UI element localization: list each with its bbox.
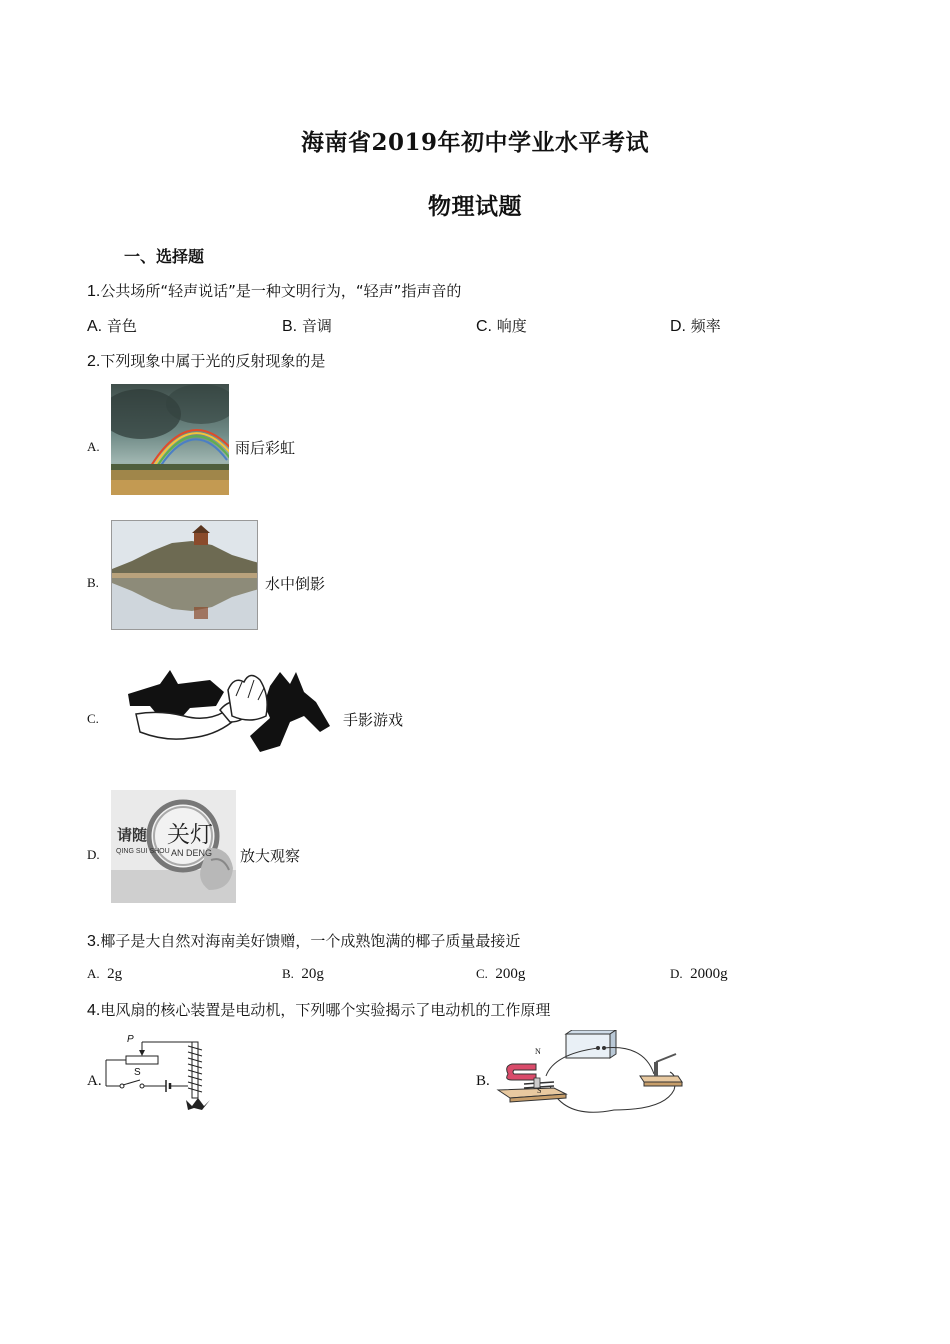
option-text: 20g	[301, 966, 324, 982]
option-text: 频率	[690, 317, 721, 335]
q2-option-c-text: 手影游戏	[343, 711, 404, 729]
q3-option-d	[670, 966, 728, 983]
q3-option-c	[476, 966, 525, 983]
question-text: 下列现象中属于光的反射现象的是	[100, 352, 326, 370]
option-letter: D.	[670, 318, 686, 335]
q2-option-b-letter: B.	[87, 575, 99, 590]
question-1	[87, 280, 461, 301]
question-4	[87, 999, 550, 1020]
option-text: 音调	[301, 317, 332, 335]
option-text: 音色	[106, 317, 137, 335]
option-text: 响度	[496, 317, 527, 335]
sign-text-left: 请随	[117, 826, 148, 844]
sign-pinyin-left: QING SUI SHOU	[116, 848, 170, 855]
option-letter: B.	[282, 318, 298, 335]
q3-option-a	[87, 966, 122, 983]
magnet-label-n: N	[535, 1047, 541, 1056]
option-letter: A.	[87, 966, 100, 981]
q4-option-a-letter: A.	[87, 1073, 102, 1089]
q3-option-b	[282, 966, 324, 983]
option-letter: B.	[282, 966, 294, 981]
q2-option-b-text: 水中倒影	[265, 575, 326, 593]
q4-option-b-letter: B.	[476, 1073, 490, 1089]
option-letter: C.	[476, 318, 492, 335]
question-text: 电风扇的核心装置是电动机，下列哪个实验揭示了电动机的工作原理	[100, 1001, 551, 1019]
question-number: 4.	[87, 1002, 101, 1019]
option-letter: A.	[87, 318, 103, 335]
question-number: 3.	[87, 933, 101, 950]
q2-option-a-text: 雨后彩虹	[235, 439, 296, 457]
question-3	[87, 930, 520, 951]
q1-option-c	[476, 315, 527, 336]
q1-option-a	[87, 315, 137, 336]
question-number: 2.	[87, 353, 101, 370]
question-text: 椰子是大自然对海南美好馈赠，一个成熟饱满的椰子质量最接近	[100, 932, 521, 950]
q2-option-d-letter: D.	[87, 847, 100, 862]
q1-option-b	[282, 315, 332, 336]
option-text: 200g	[495, 966, 526, 982]
sign-text-right: 关灯	[167, 822, 213, 848]
q2-option-a-letter: A.	[87, 439, 100, 454]
water-reflection-photo	[111, 520, 258, 630]
magnet-label-s: S	[537, 1086, 542, 1095]
diagram-label-p: P	[127, 1034, 134, 1045]
option-letter: D.	[670, 966, 683, 981]
hand-shadow-drawing	[120, 666, 334, 758]
option-text: 2000g	[690, 966, 728, 982]
q2-option-d-text: 放大观察	[240, 847, 301, 865]
motor-apparatus-diagram	[494, 1030, 686, 1116]
exam-title: 海南省2019年初中学业水平考试	[300, 129, 649, 156]
sign-pinyin-right: AN DENG	[171, 848, 213, 858]
electromagnet-circuit-diagram	[102, 1034, 218, 1114]
rainbow-photo	[111, 384, 229, 495]
q2-option-c-letter: C.	[87, 711, 99, 726]
option-letter: C.	[476, 966, 488, 981]
section-heading: 一、选择题	[124, 247, 205, 266]
question-text: 公共场所“轻声说话”是一种文明行为，“轻声”指声音的	[100, 282, 462, 300]
question-2	[87, 350, 325, 371]
diagram-label-s: S	[134, 1067, 141, 1078]
question-number: 1.	[87, 283, 101, 300]
exam-subtitle: 物理试题	[428, 193, 522, 220]
option-text: 2g	[107, 966, 123, 982]
q1-option-d	[670, 315, 721, 336]
magnifier-photo	[111, 790, 236, 903]
